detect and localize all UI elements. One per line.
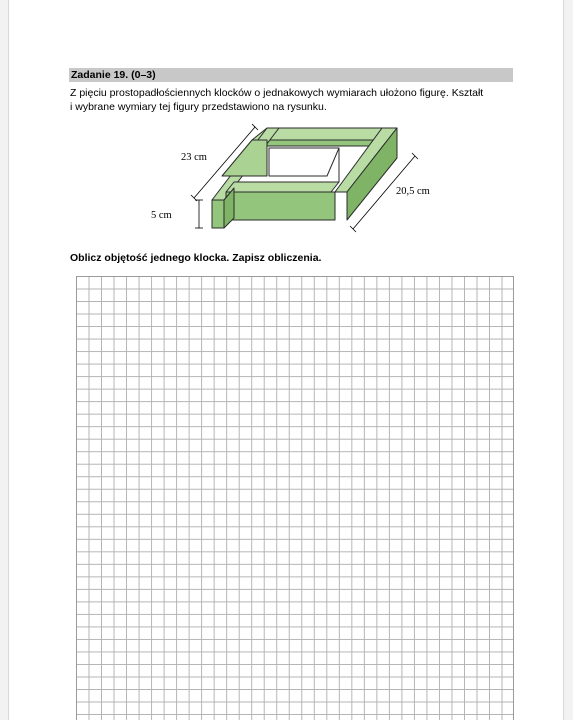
blocks-frame-drawing (212, 128, 397, 228)
task-header: Zadanie 19. (0–3) (69, 68, 513, 82)
front-inner-block-front-face (226, 192, 335, 220)
back-block-front-face (252, 140, 382, 146)
frame-opening (269, 148, 339, 176)
task-instruction: Oblicz objętość jednego klocka. Zapisz obliczenia. (70, 252, 322, 264)
task-description-line-2: i wybrane wymiary tej figury przedstawiono na rysunku. (70, 101, 327, 113)
answer-grid[interactable] (76, 276, 514, 720)
label-length: 23 cm (181, 152, 207, 163)
label-height: 5 cm (151, 210, 172, 221)
label-width: 20,5 cm (396, 186, 430, 197)
blocks-figure (139, 118, 459, 238)
document-page (8, 0, 564, 720)
task-description-line-1: Z pięciu prostopadłościennych klocków o jednakowych wymiarach ułożono figurę. Kształt (70, 87, 484, 99)
task-description (70, 86, 515, 114)
front-inner-block-top-face (226, 182, 339, 192)
front-left-block-front-face (212, 200, 224, 228)
